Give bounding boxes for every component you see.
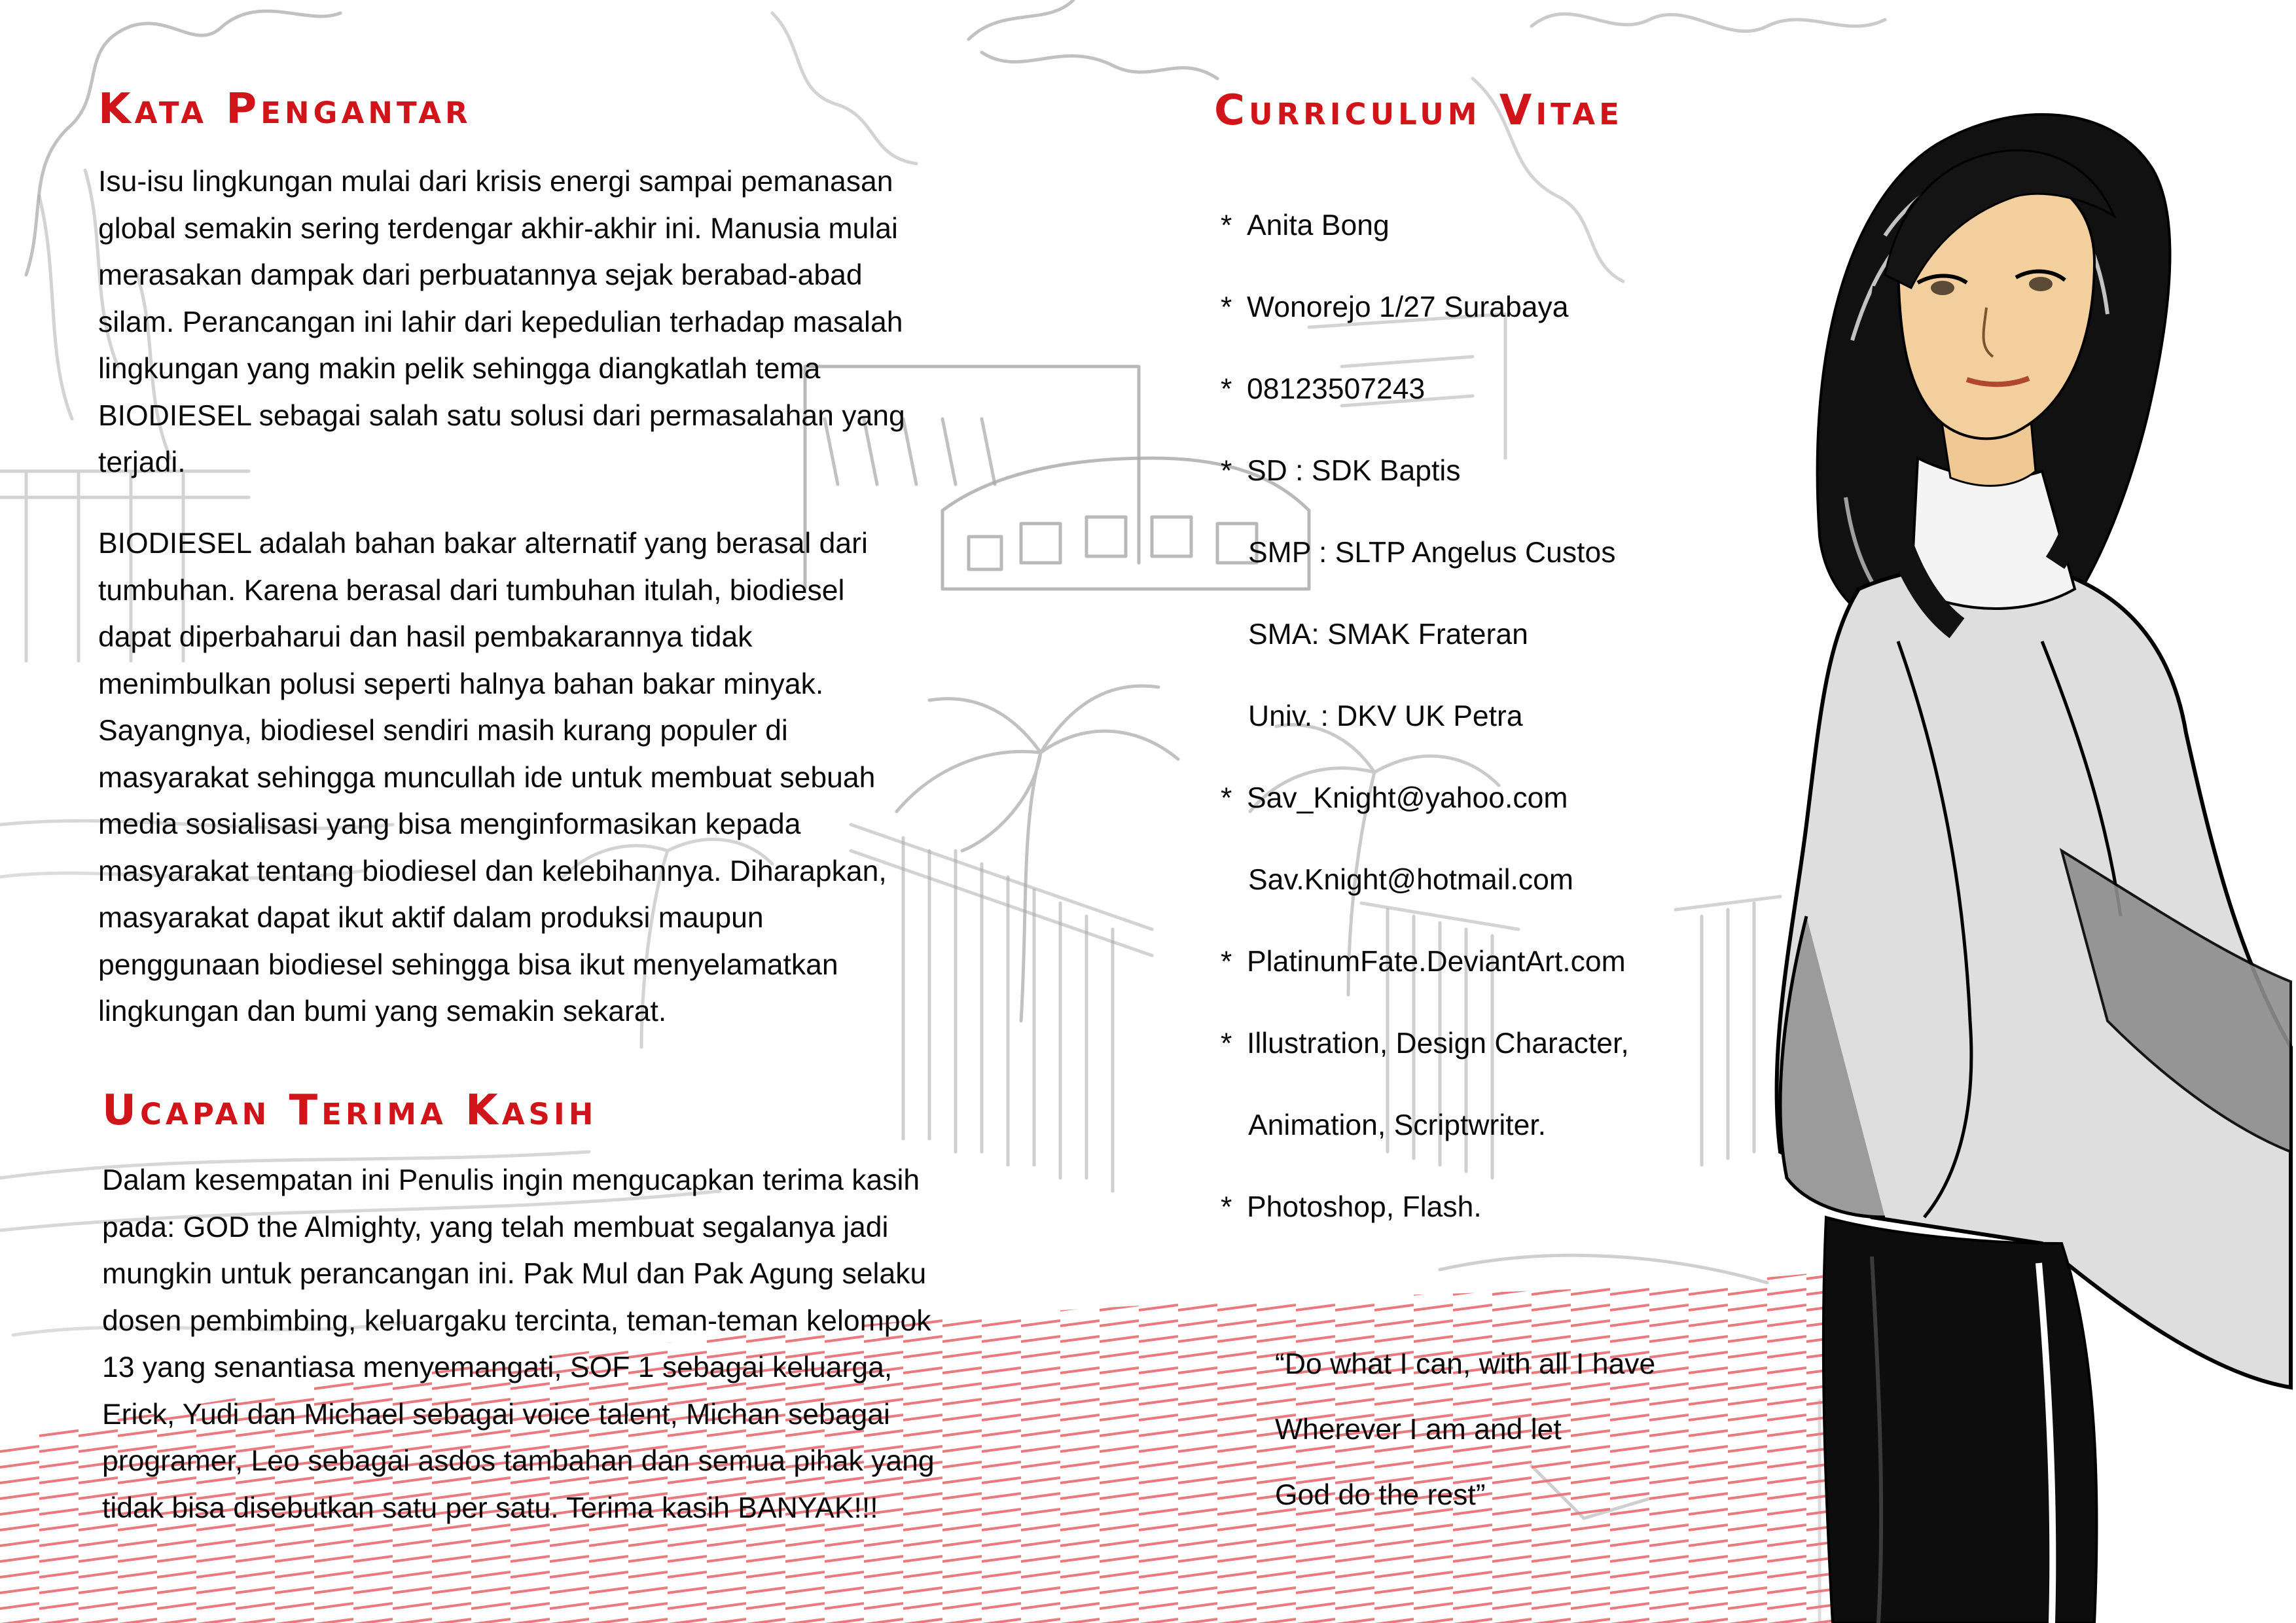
text-line: Erick, Yudi dan Michael sebagai voice talent, Michan sebagai (102, 1398, 890, 1431)
quote-line: “Do what I can, with all I have (1275, 1348, 1656, 1380)
text-line: Isu-isu lingkungan mulai dari krisis energi sampai pemanasan (98, 166, 893, 198)
cv-item-email-hotmail: Sav.Knight@hotmail.com (1248, 864, 1573, 896)
quote-line: Wherever I am and let (1275, 1414, 1562, 1446)
cv-item-education-univ: Univ. : DKV UK Petra (1248, 700, 1523, 732)
cv-item-skills: * Illustration, Design Character, (1221, 1027, 1629, 1060)
text-line: masyarakat dapat ikut aktif dalam produksi maupun (98, 902, 764, 934)
text-line: Dalam kesempatan ini Penulis ingin mengucapkan terima kasih (102, 1164, 920, 1196)
text-line: BIODIESEL adalah bahan bakar alternatif yang berasal dari (98, 527, 868, 560)
text-line: tumbuhan. Karena berasal dari tumbuhan itulah, biodiesel (98, 574, 845, 607)
cv-item-phone: * 08123507243 (1221, 373, 1426, 405)
text-line: terjadi. (98, 446, 186, 478)
text-line: tidak bisa disebutkan satu per satu. Terima kasih BANYAK!!! (102, 1491, 878, 1524)
text-line: dosen pembimbing, keluargaku tercinta, teman-teman kelompok (102, 1304, 931, 1337)
kata-pengantar-paragraph-2 (98, 520, 887, 1035)
text-line: media sosialisasi yang bisa menginformasikan kepada (98, 808, 801, 840)
cv-item-education-sma: SMA: SMAK Frateran (1248, 618, 1528, 651)
text-line: dapat diperbaharui dan hasil pembakarannya tidak (98, 621, 753, 653)
text-line: 13 yang senantiasa menyemangati, SOF 1 sebagai keluarga, (102, 1351, 893, 1383)
text-line: masyarakat sehingga muncullah ide untuk membuat sebuah (98, 761, 876, 794)
quote (1275, 1332, 1655, 1528)
cv-item-email-yahoo: * Sav_Knight@yahoo.com (1221, 782, 1568, 814)
text-line: penggunaan biodiesel sehingga bisa ikut menyelamatkan (98, 948, 838, 981)
text-line: BIODIESEL sebagai salah satu solusi dari permasalahan yang (98, 399, 905, 432)
text-line: mungkin untuk perancangan ini. Pak Mul dan Pak Agung selaku (102, 1258, 927, 1290)
cv-item-deviantart: * PlatinumFate.DeviantArt.com (1221, 946, 1626, 978)
text-line: Sayangnya, biodiesel sendiri masih kurang populer di (98, 715, 788, 747)
text-line: lingkungan dan bumi yang semakin sekarat. (98, 995, 667, 1027)
quote-line: God do the rest” (1275, 1479, 1486, 1511)
ucapan-terima-kasih-paragraph (102, 1157, 935, 1531)
cv-item-education-smp: SMP : SLTP Angelus Custos (1248, 537, 1616, 569)
text-line: lingkungan yang makin pelik sehingga diangkatlah tema (98, 353, 821, 385)
text-line: masyarakat tentang biodiesel dan kelebihannya. Diharapkan, (98, 855, 887, 887)
kata-pengantar-paragraph-1 (98, 158, 905, 486)
cv-item-software: * Photoshop, Flash. (1221, 1191, 1482, 1223)
cv-item-education-sd: * SD : SDK Baptis (1221, 455, 1461, 487)
cv-item-address: * Wonorejo 1/27 Surabaya (1221, 291, 1569, 323)
kata-pengantar-heading: Kata Pengantar (98, 85, 472, 134)
cv-item-name: * Anita Bong (1221, 209, 1390, 241)
curriculum-vitae-heading: Curriculum Vitae (1214, 86, 1623, 135)
text-line: programer, Leo sebagai asdos tambahan dan semua pihak yang (102, 1445, 935, 1477)
text-line: merasakan dampak dari perbuatannya sejak berabad-abad (98, 259, 863, 291)
text-line: global semakin sering terdengar akhir-akhir ini. Manusia mulai (98, 212, 898, 245)
text-line: menimbulkan polusi seperti halnya bahan bakar minyak. (98, 668, 824, 700)
text-line: pada: GOD the Almighty, yang telah membuat segalanya jadi (102, 1211, 889, 1243)
cv-item-skills-cont: Animation, Scriptwriter. (1248, 1109, 1547, 1141)
ucapan-terima-kasih-heading: Ucapan Terima Kasih (102, 1086, 598, 1135)
text-line: silam. Perancangan ini lahir dari kepedulian terhadap masalah (98, 306, 903, 338)
